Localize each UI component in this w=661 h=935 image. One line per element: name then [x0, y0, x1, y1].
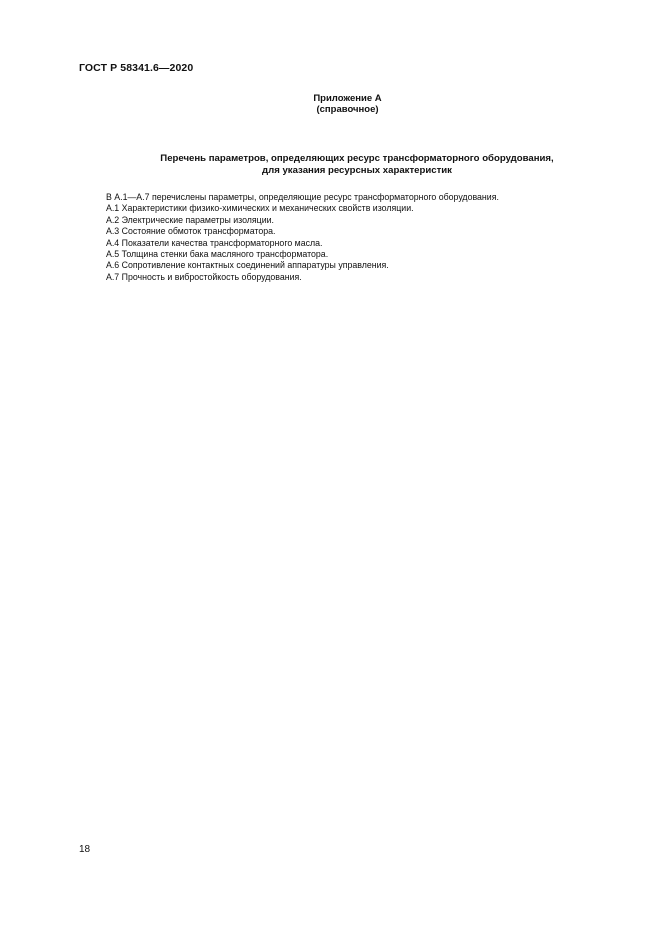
- list-item: А.1 Характеристики физико-химических и механических свойств изоляции.: [106, 203, 414, 214]
- appendix-subtitle: (справочное): [316, 104, 379, 115]
- intro-paragraph: В А.1—А.7 перечислены параметры, определяющие ресурс трансформаторного оборудования.: [106, 192, 499, 202]
- list-item: А.6 Сопротивление контактных соединений аппаратуры управления.: [106, 260, 389, 271]
- appendix-heading: [0, 93, 661, 115]
- appendix-title: Приложение А: [313, 93, 382, 104]
- section-title-line-1: Перечень параметров, определяющих ресурс трансформаторного оборудования,: [160, 153, 554, 164]
- body-text: [106, 192, 626, 283]
- section-title-line-2: для указания ресурсных характеристик: [262, 164, 452, 176]
- list-item: А.7 Прочность и вибростойкость оборудования.: [106, 271, 302, 282]
- list-item: А.2 Электрические параметры изоляции.: [106, 214, 274, 225]
- standard-header: ГОСТ Р 58341.6—2020: [79, 62, 194, 74]
- section-title: [79, 153, 635, 176]
- list-item: А.4 Показатели качества трансформаторного масла.: [106, 237, 323, 248]
- list-item: А.3 Состояние обмоток трансформатора.: [106, 226, 276, 237]
- list-item: А.5 Толщина стенки бака масляного трансформатора.: [106, 249, 329, 260]
- page-number: 18: [79, 844, 91, 855]
